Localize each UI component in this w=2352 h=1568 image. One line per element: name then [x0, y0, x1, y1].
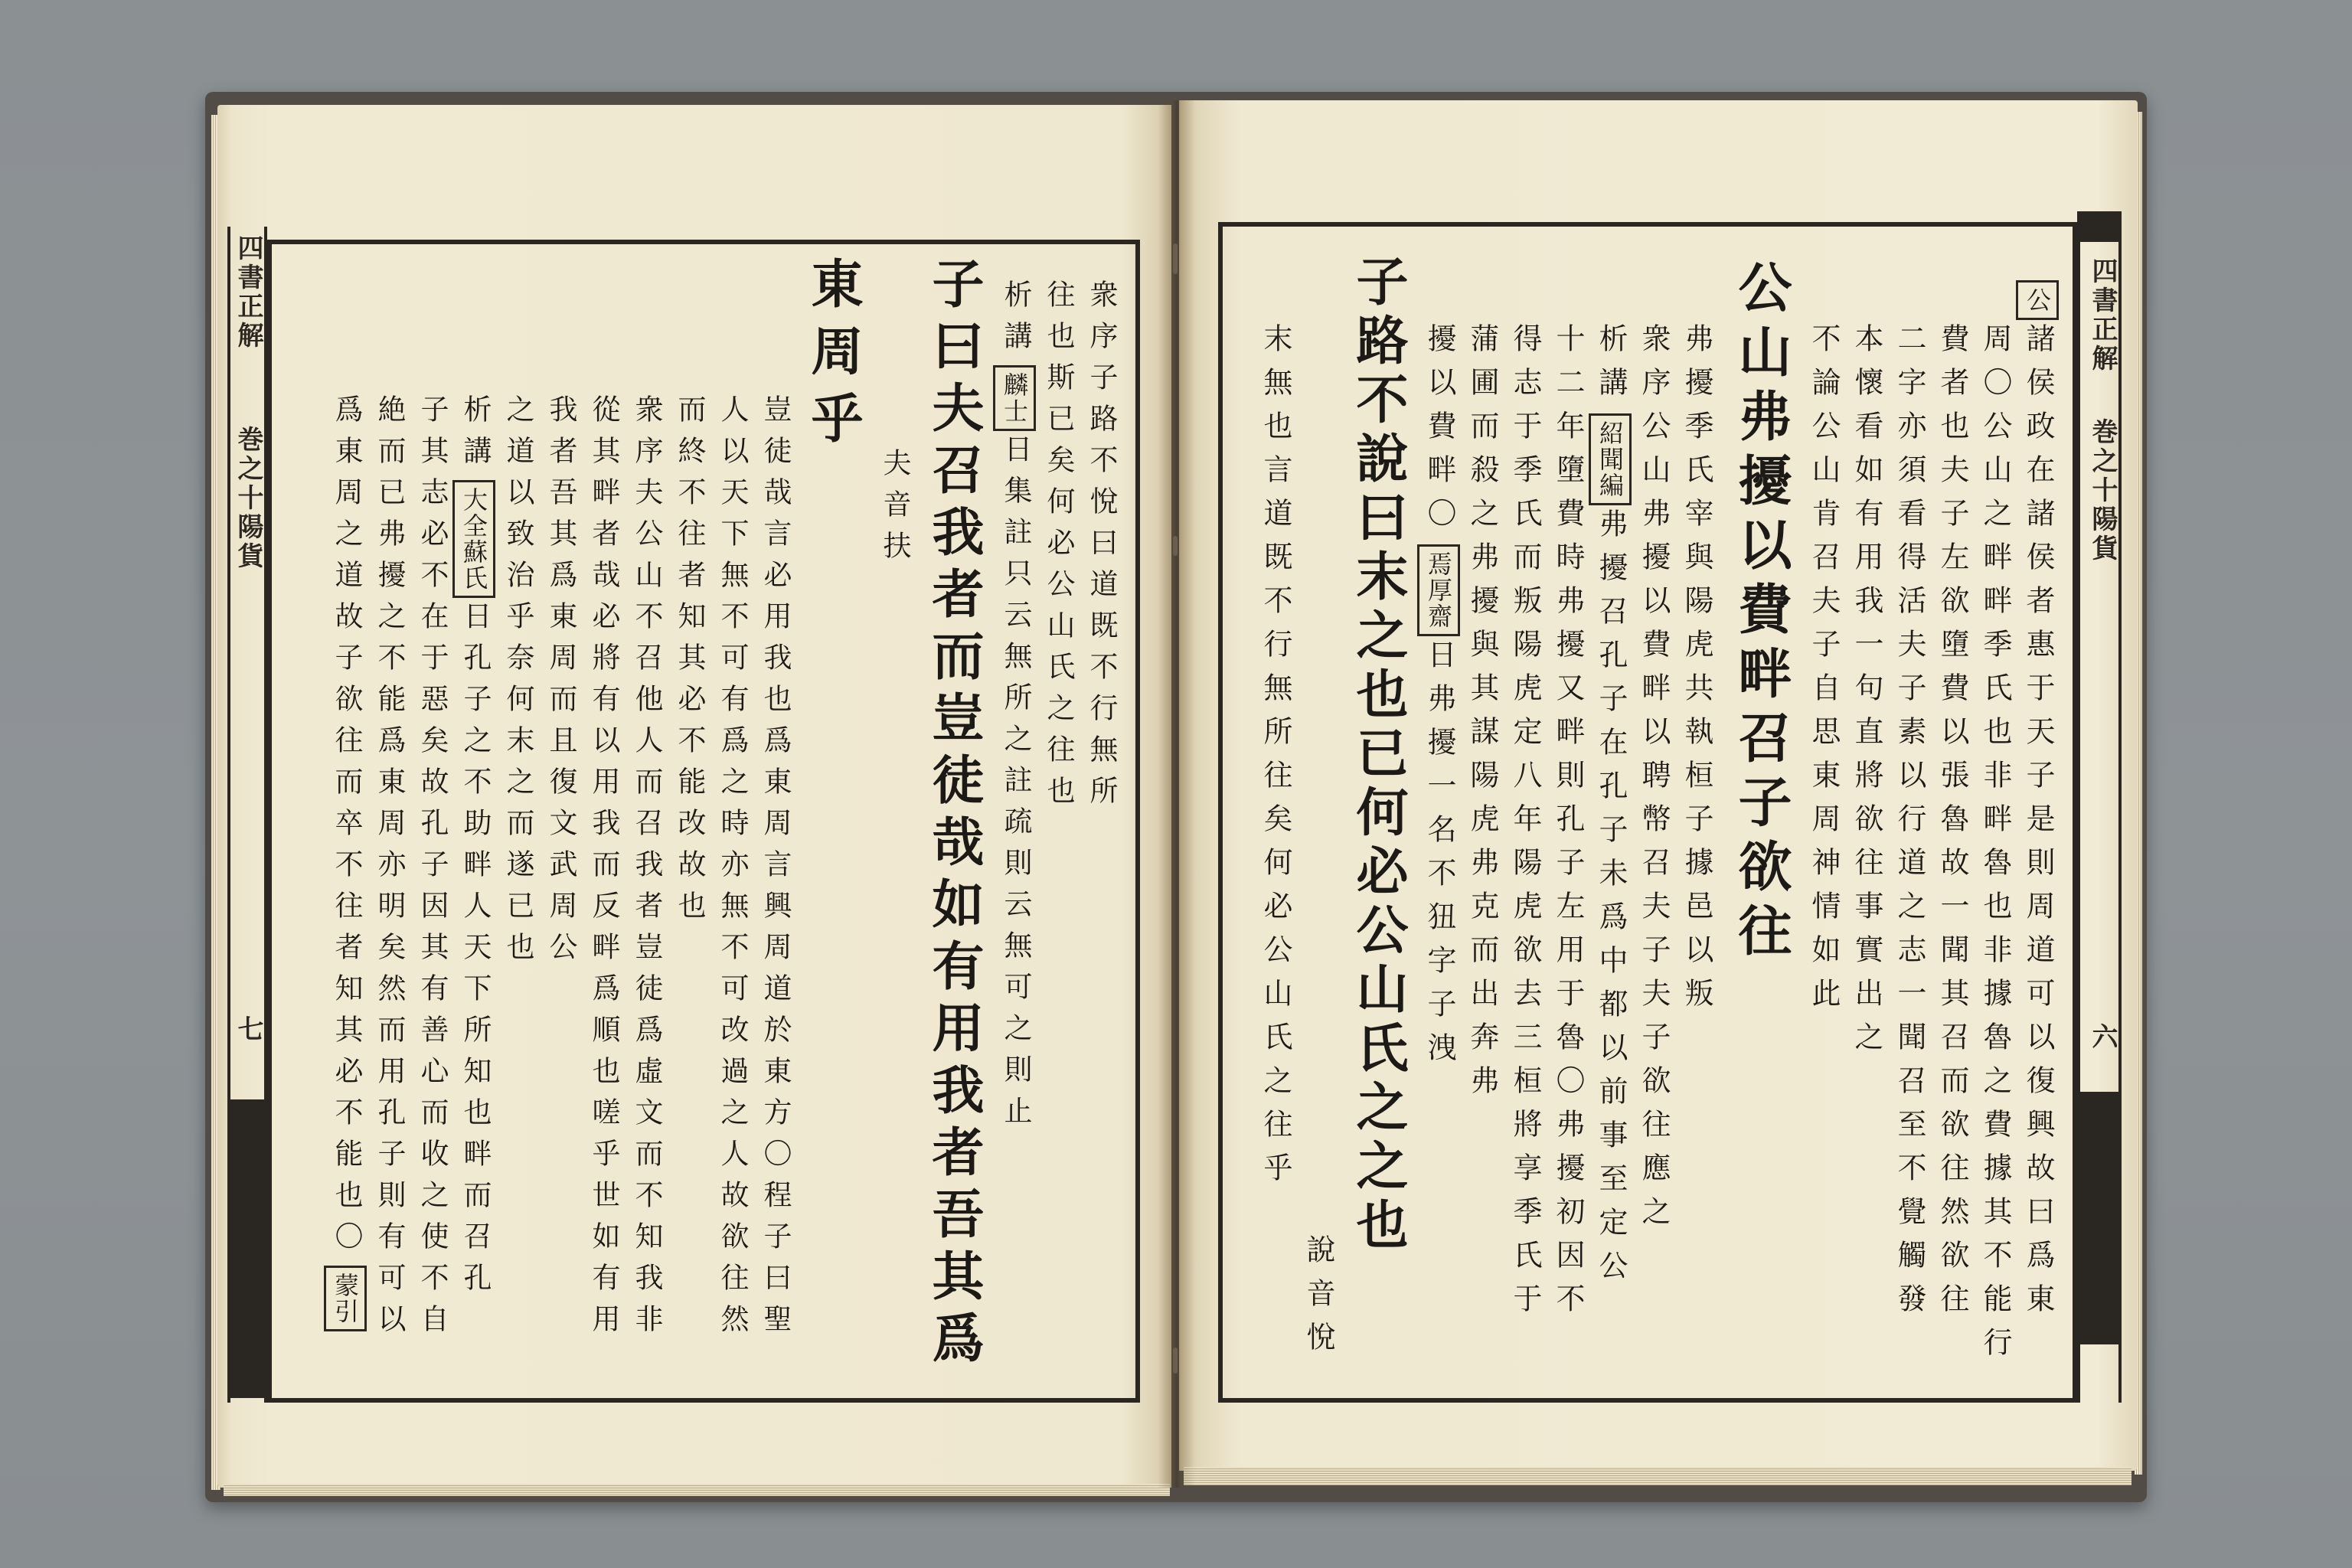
- commentary-column: 衆序公山弗擾以費畔以聘幣召夫子夫子欲往應之: [1637, 323, 1669, 1240]
- reading-note-column: 夫音扶: [878, 448, 910, 572]
- binding-gutter: [1158, 100, 1196, 1488]
- chapter-label: 巻之十陽貨: [234, 426, 262, 571]
- book-title: 四書正解: [234, 234, 262, 351]
- commentary-column: 絶而已弗擾之不能爲東周亦明矣然而用孔子則有可以: [373, 394, 404, 1345]
- page-stack-bottom: [224, 1484, 1170, 1496]
- column-text: 日集註只云無所之註疏則云無可之則止: [999, 434, 1031, 1137]
- source-label-box: 麟士: [993, 365, 1036, 431]
- binding-thread: [1173, 243, 1178, 274]
- section-label: 析講: [459, 394, 490, 477]
- commentary-column: 而終不往者知其必不能改故也: [673, 394, 704, 932]
- commentary-column: 弗擾季氏宰與陽虎共執桓子據邑以叛: [1680, 323, 1712, 1021]
- binding-thread: [1173, 536, 1178, 556]
- right-text-frame: [1218, 222, 2077, 1403]
- page-number: 六: [2088, 1023, 2116, 1052]
- commentary-column: 蒲圃而殺之弗擾與其謀陽虎弗克而出奔弗: [1465, 323, 1498, 1109]
- main-text-column: 子路不說曰末之也已何必公山氏之之也: [1349, 254, 1407, 1256]
- commentary-column: 之道以致治乎奈何末之而遂已也: [501, 394, 533, 973]
- commentary-column: 往也斯已矣何必公山氏之往也: [1042, 279, 1073, 817]
- commentary-column: [2016, 239, 2059, 1386]
- commentary-column: [1417, 239, 1460, 1386]
- commentary-column: [324, 256, 367, 1386]
- commentary-column: [1589, 239, 1632, 1386]
- binding-thread: [1173, 1348, 1178, 1374]
- commentary-column: 得志于季氏而叛陽虎定八年陽虎欲去三桓將享季氏于: [1508, 323, 1540, 1327]
- commentary-column: 子其志必不在于惡矣故孔子因其有善心而收之使不自: [416, 394, 447, 1345]
- source-label-box: 大全蘇氏: [452, 480, 495, 598]
- commentary-column: 二字亦須看得活夫子素以行道之志一聞召至不覺觸發: [1893, 323, 1925, 1327]
- commentary-column: 衆序子路不悅曰道既不行無所: [1085, 279, 1116, 817]
- page-stack-bottom: [1184, 1467, 2132, 1485]
- commentary-column: 衆序夫公山不召他人而召我者豈徒爲虛文而不知我非: [630, 394, 662, 1345]
- column-text: 日孔子之不助畔人天下所知也畔而召孔: [459, 601, 490, 1304]
- source-label-box: 蒙引: [324, 1266, 367, 1331]
- black-mouth-mark: [2080, 1092, 2118, 1344]
- page-number: 七: [234, 1015, 262, 1044]
- commentary-column: 十二年墮費時弗擾又畔則孔子左用于魯〇弗擾初因不: [1551, 323, 1583, 1327]
- black-mouth-mark: [230, 1099, 264, 1398]
- commentary-column: [452, 256, 495, 1386]
- left-margin-strip: [227, 227, 267, 1403]
- black-mouth-mark: [2080, 211, 2118, 242]
- commentary-column: 本懷看如有用我一句直將欲往事實出之: [1850, 323, 1882, 1065]
- column-text: 爲東周之道故子欲往而卒不往者知其必不能也〇: [330, 394, 361, 1263]
- commentary-column: 豈徒哉言必用我也爲東周言興周道於東方〇程子曰聖: [759, 394, 790, 1345]
- label-box: 公: [2016, 280, 2059, 320]
- column-text: 弗擾召孔子在孔子未爲中都以前事至定公: [1594, 508, 1626, 1294]
- right-text-columns: [1233, 239, 2059, 1386]
- left-text-frame: [267, 240, 1140, 1403]
- commentary-column: 不論公山肯召夫子自思東周神情如此: [1807, 323, 1839, 1021]
- commentary-column: 我者吾其爲東周而且復文武周公: [544, 394, 576, 973]
- column-text: 諸侯政在諸侯者惠于天子是則周道可以復興故曰爲東: [2021, 323, 2053, 1327]
- commentary-column: 末無也言道既不行無所往矣何必公山氏之往乎: [1259, 323, 1291, 1196]
- main-text-column: 東周乎: [804, 256, 862, 459]
- chapter-label: 巻之十陽貨: [2088, 418, 2116, 564]
- commentary-column: 費者也夫子左欲墮費以張魯故一聞其召而欲往然欲往: [1936, 323, 1968, 1327]
- right-margin-strip: [2077, 211, 2122, 1403]
- main-text-column: 子曰夫召我者而豈徒哉如有用我者吾其爲: [925, 256, 983, 1373]
- book-title: 四書正解: [2088, 257, 2116, 374]
- source-label-box: 紹聞編: [1589, 413, 1632, 505]
- commentary-column: 周〇公山之畔畔季氏也非畔魯也非據魯之費據其不能行: [1978, 323, 2011, 1370]
- commentary-column: 人以天下無不可有爲之時亦無不可改過之人故欲往然: [716, 394, 747, 1345]
- section-label: 析講: [999, 279, 1031, 362]
- reading-note-column: 說音悅: [1302, 1234, 1334, 1365]
- left-text-columns: [283, 256, 1122, 1386]
- column-text: 日弗擾一名不狃字子洩: [1423, 639, 1455, 1076]
- source-label-box: 焉厚齋: [1417, 544, 1460, 636]
- section-label: 析講: [1594, 323, 1626, 410]
- commentary-column: [993, 256, 1036, 1386]
- main-text-heading: 公山弗擾以費畔召子欲往: [1730, 260, 1789, 967]
- column-text: 擾以費畔〇: [1423, 323, 1455, 541]
- commentary-column: 從其畔者哉必將有以用我而反畔爲順也嗟乎世如有用: [587, 394, 619, 1345]
